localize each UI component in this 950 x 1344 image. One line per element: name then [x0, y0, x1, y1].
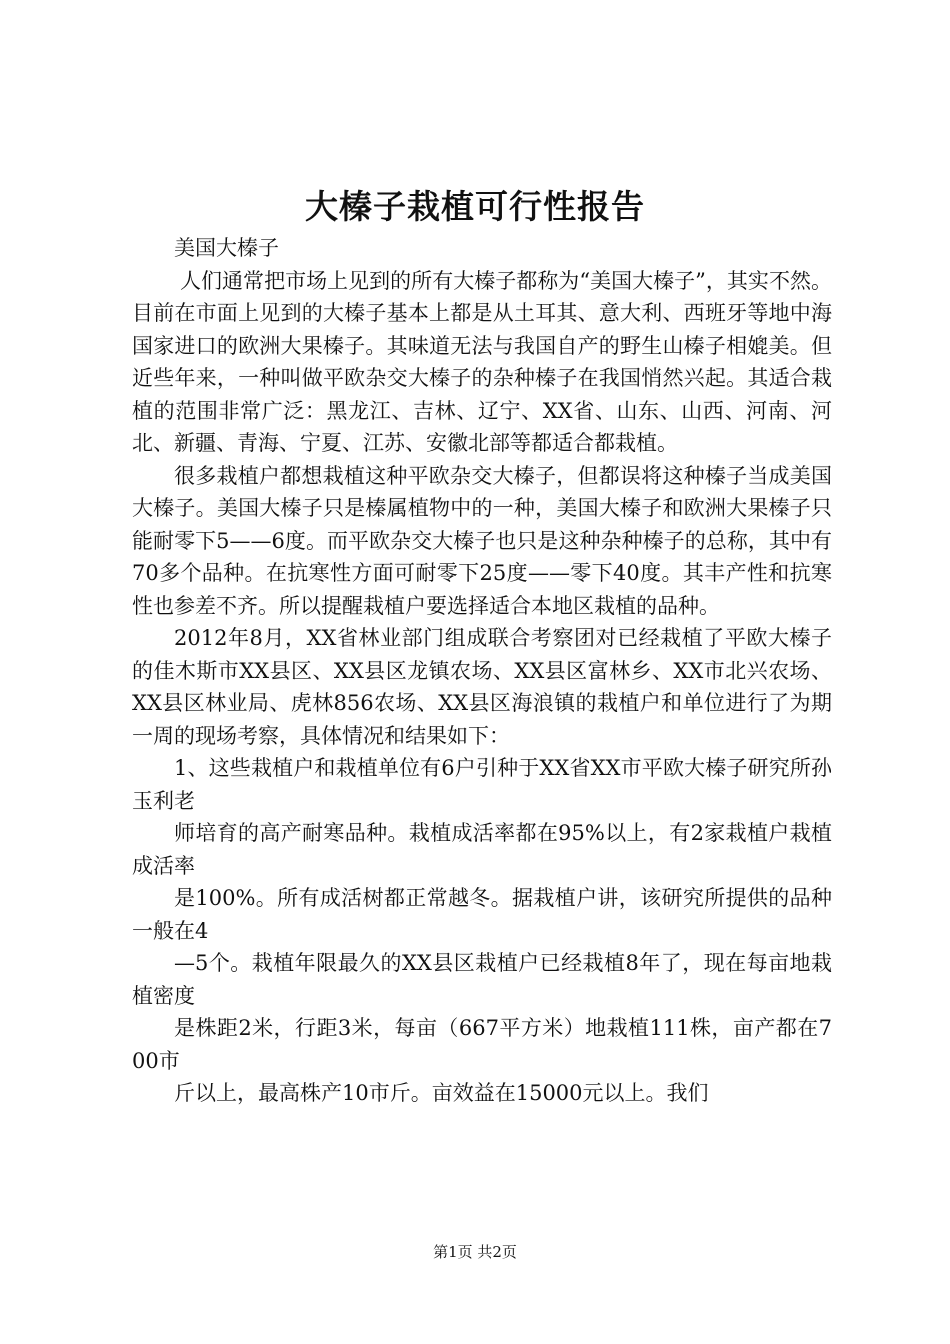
paragraph: 是100%。所有成活树都正常越冬。据栽植户讲，该研究所提供的品种一般在4 — [132, 886, 832, 943]
paragraph: 很多栽植户都想栽植这种平欧杂交大榛子，但都误将这种榛子当成美国大榛子。美国大榛子只是榛属植物中的一种，美国大榛子和欧洲大果榛子只能耐零下5——6度。而平欧杂交大榛子也只是这种杂种榛子的总称，其中有70多个品种。在抗寒性方面可耐零下25度——零下40度。其丰产性和抗寒性也参差不齐。所以提醒栽植户要选择适合本地区栽植的品种。 — [132, 463, 832, 618]
paragraph: 师培育的高产耐寒品种。栽植成活率都在95%以上，有2家栽植户栽植成活率 — [132, 821, 832, 878]
paragraph: 人们通常把市场上见到的所有大榛子都称为“美国大榛子”，其实不然。目前在市面上见到的大榛子基本上都是从土耳其、意大利、西班牙等地中海国家进口的欧洲大果榛子。其味道无法与我国自产的野生山榛子相媲美。但近些年来，一种叫做平欧杂交大榛子的杂种榛子在我国悄然兴起。其适合栽植的范围非常广泛：黑龙江、吉林、辽宁、XX省、山东、山西、河南、河北、新疆、青海、宁夏、江苏、安徽北部等都适合都栽植。 — [132, 268, 832, 455]
page-number: 第1页 共2页 — [433, 1243, 517, 1261]
paragraph: 美国大榛子 — [174, 236, 279, 260]
document-body — [132, 232, 832, 1110]
paragraph: —5个。栽植年限最久的XX县区栽植户已经栽植8年了，现在每亩地栽植密度 — [132, 951, 832, 1008]
paragraph: 是株距2米，行距3米，每亩（667平方米）地栽植111株，亩产都在700市 — [132, 1016, 832, 1073]
document-title: 大榛子栽植可行性报告 — [305, 187, 645, 226]
paragraph: 斤以上，最高株产10市斤。亩效益在15000元以上。我们 — [174, 1081, 709, 1105]
paragraph: 2012年8月，XX省林业部门组成联合考察团对已经栽植了平欧大榛子的佳木斯市XX县区、XX县区龙镇农场、XX县区富林乡、XX市北兴农场、XX县区林业局、虎林856农场、XX县区海浪镇的栽植户和单位进行了为期一周的现场考察，具体情况和结果如下： — [132, 626, 832, 748]
paragraph: 1、这些栽植户和栽植单位有6户引种于XX省XX市平欧大榛子研究所孙玉利老 — [132, 756, 832, 813]
